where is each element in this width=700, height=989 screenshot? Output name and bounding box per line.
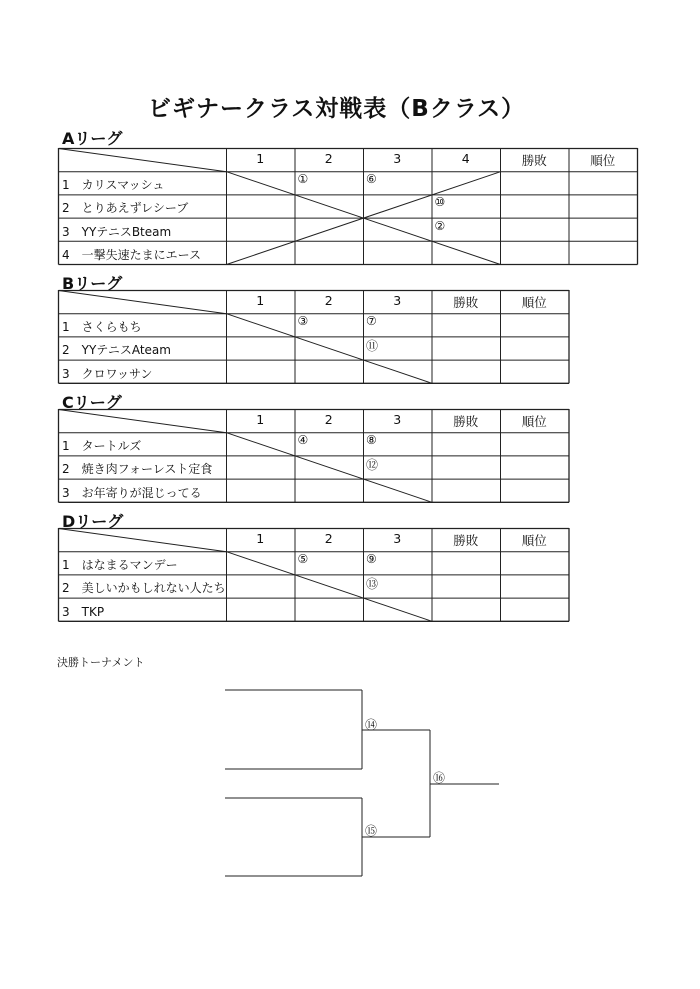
match-number: ⑫ xyxy=(366,458,379,473)
match-number: ⑧ xyxy=(366,433,377,448)
final-number: ⑯ xyxy=(433,771,446,785)
team-name: 2 焼き肉フォーレスト定食 xyxy=(62,462,213,477)
result-header: 勝敗 xyxy=(453,414,479,429)
column-header: 3 xyxy=(393,293,402,308)
team-name: 2 美しいかもしれない人たち xyxy=(62,581,226,596)
team-name: 3 クロワッサン xyxy=(62,366,153,381)
result-header: 勝敗 xyxy=(521,153,547,168)
match-number: ⑦ xyxy=(366,314,377,329)
team-name: 1 タートルズ xyxy=(62,439,142,454)
match-number: ⑨ xyxy=(366,552,377,567)
match-number: ② xyxy=(434,218,446,233)
semifinal-1-number: ⑭ xyxy=(365,718,378,732)
match-number: ⑤ xyxy=(297,552,309,567)
match-number: ① xyxy=(297,172,309,187)
semifinal-2-number: ⑮ xyxy=(365,824,378,838)
match-number: ⑥ xyxy=(366,172,377,187)
team-name: 3 TKP xyxy=(62,604,105,619)
league-title: Bリーグ xyxy=(62,274,123,293)
column-header: 2 xyxy=(324,293,333,308)
tournament-title: 決勝トーナメント xyxy=(57,656,145,669)
column-header: 3 xyxy=(393,412,402,427)
team-name: 4 一撃失速たまにエース xyxy=(62,247,202,262)
match-number: ⑬ xyxy=(366,577,379,592)
league-title: Aリーグ xyxy=(62,129,123,148)
match-number: ⑪ xyxy=(366,339,379,354)
column-header: 2 xyxy=(324,531,333,546)
team-name: 2 とりあえずレシーブ xyxy=(62,201,189,216)
column-header: 2 xyxy=(324,412,333,427)
result-header: 勝敗 xyxy=(453,533,479,548)
rank-header: 順位 xyxy=(521,533,547,548)
league-title: Cリーグ xyxy=(62,393,122,412)
team-name: 1 はなまるマンデー xyxy=(62,558,178,573)
match-number: ⑩ xyxy=(434,195,446,210)
column-header: 3 xyxy=(393,151,402,166)
rank-header: 順位 xyxy=(590,153,616,168)
team-name: 1 カリスマッシュ xyxy=(62,178,165,193)
team-name: 1 さくらもち xyxy=(62,320,142,335)
page-title: ビギナークラス対戦表（Bクラス） xyxy=(148,96,526,122)
column-header: 4 xyxy=(461,151,470,166)
column-header: 1 xyxy=(256,412,265,427)
league-title: Dリーグ xyxy=(62,512,124,531)
match-number: ③ xyxy=(297,314,309,329)
match-number: ④ xyxy=(297,433,309,448)
column-header: 1 xyxy=(256,151,265,166)
column-header: 3 xyxy=(393,531,402,546)
rank-header: 順位 xyxy=(521,414,547,429)
team-name: 3 YYテニスBteam xyxy=(62,224,172,239)
team-name: 3 お年寄りが混じってる xyxy=(62,485,202,500)
rank-header: 順位 xyxy=(521,295,547,310)
column-header: 2 xyxy=(324,151,333,166)
result-header: 勝敗 xyxy=(453,295,479,310)
column-header: 1 xyxy=(256,531,265,546)
team-name: 2 YYテニスAteam xyxy=(62,343,171,358)
column-header: 1 xyxy=(256,293,265,308)
